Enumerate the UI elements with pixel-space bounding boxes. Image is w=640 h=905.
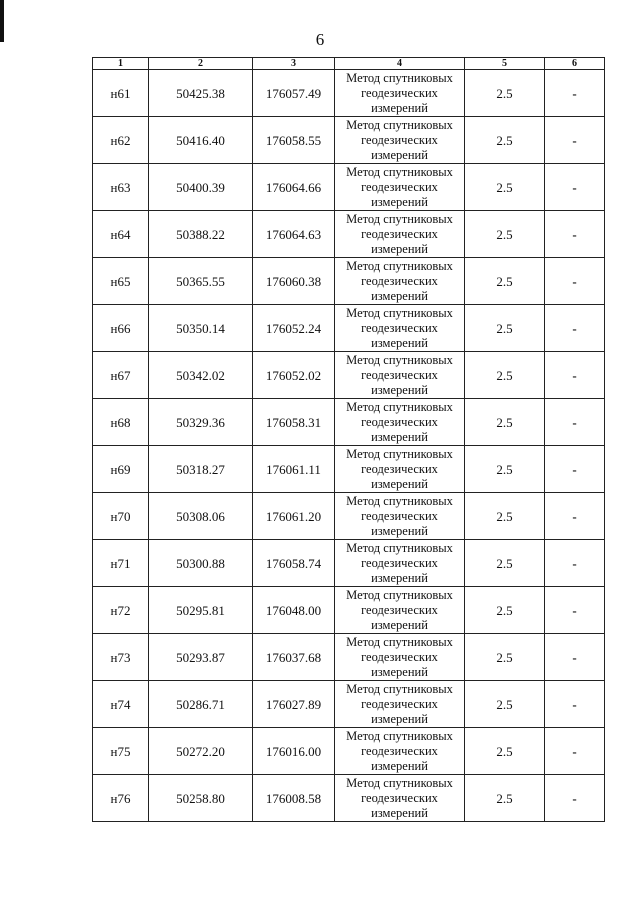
point-cell: н75	[93, 728, 149, 775]
method-cell: Метод спутниковых геодезических измерений	[335, 587, 465, 634]
x-coordinate-cell: 50272.20	[149, 728, 253, 775]
y-coordinate-cell: 176058.31	[253, 399, 335, 446]
y-coordinate-cell: 176064.63	[253, 211, 335, 258]
accuracy-cell: 2.5	[465, 352, 545, 399]
note-cell: -	[545, 399, 605, 446]
note-cell: -	[545, 446, 605, 493]
x-coordinate-cell: 50416.40	[149, 117, 253, 164]
accuracy-cell: 2.5	[465, 681, 545, 728]
table-row	[93, 70, 605, 117]
x-coordinate-cell: 50318.27	[149, 446, 253, 493]
method-cell: Метод спутниковых геодезических измерений	[335, 446, 465, 493]
x-coordinate-cell: 50342.02	[149, 352, 253, 399]
table-row	[93, 305, 605, 352]
table-row	[93, 775, 605, 822]
method-cell: Метод спутниковых геодезических измерений	[335, 258, 465, 305]
point-cell: н73	[93, 634, 149, 681]
note-cell: -	[545, 681, 605, 728]
table-row	[93, 681, 605, 728]
method-cell: Метод спутниковых геодезических измерений	[335, 540, 465, 587]
table-row	[93, 728, 605, 775]
table-row	[93, 164, 605, 211]
table-header-row	[93, 58, 605, 70]
column-header: 1	[93, 58, 149, 70]
column-header: 3	[253, 58, 335, 70]
note-cell: -	[545, 775, 605, 822]
note-cell: -	[545, 540, 605, 587]
x-coordinate-cell: 50300.88	[149, 540, 253, 587]
accuracy-cell: 2.5	[465, 305, 545, 352]
table-row	[93, 258, 605, 305]
point-cell: н62	[93, 117, 149, 164]
accuracy-cell: 2.5	[465, 399, 545, 446]
accuracy-cell: 2.5	[465, 258, 545, 305]
table-row	[93, 352, 605, 399]
x-coordinate-cell: 50350.14	[149, 305, 253, 352]
x-coordinate-cell: 50286.71	[149, 681, 253, 728]
x-coordinate-cell: 50308.06	[149, 493, 253, 540]
accuracy-cell: 2.5	[465, 634, 545, 681]
table-row	[93, 211, 605, 258]
coordinates-table	[92, 57, 605, 822]
x-coordinate-cell: 50365.55	[149, 258, 253, 305]
accuracy-cell: 2.5	[465, 117, 545, 164]
method-cell: Метод спутниковых геодезических измерений	[335, 352, 465, 399]
y-coordinate-cell: 176058.55	[253, 117, 335, 164]
method-cell: Метод спутниковых геодезических измерений	[335, 775, 465, 822]
point-cell: н72	[93, 587, 149, 634]
y-coordinate-cell: 176037.68	[253, 634, 335, 681]
column-header: 2	[149, 58, 253, 70]
method-cell: Метод спутниковых геодезических измерений	[335, 634, 465, 681]
accuracy-cell: 2.5	[465, 587, 545, 634]
x-coordinate-cell: 50388.22	[149, 211, 253, 258]
table-row	[93, 540, 605, 587]
note-cell: -	[545, 352, 605, 399]
point-cell: н65	[93, 258, 149, 305]
x-coordinate-cell: 50425.38	[149, 70, 253, 117]
point-cell: н67	[93, 352, 149, 399]
method-cell: Метод спутниковых геодезических измерений	[335, 211, 465, 258]
table-row	[93, 587, 605, 634]
x-coordinate-cell: 50400.39	[149, 164, 253, 211]
y-coordinate-cell: 176052.24	[253, 305, 335, 352]
y-coordinate-cell: 176052.02	[253, 352, 335, 399]
point-cell: н74	[93, 681, 149, 728]
accuracy-cell: 2.5	[465, 211, 545, 258]
point-cell: н64	[93, 211, 149, 258]
point-cell: н76	[93, 775, 149, 822]
accuracy-cell: 2.5	[465, 446, 545, 493]
note-cell: -	[545, 493, 605, 540]
accuracy-cell: 2.5	[465, 164, 545, 211]
table-row	[93, 117, 605, 164]
note-cell: -	[545, 728, 605, 775]
point-cell: н68	[93, 399, 149, 446]
note-cell: -	[545, 211, 605, 258]
x-coordinate-cell: 50293.87	[149, 634, 253, 681]
accuracy-cell: 2.5	[465, 728, 545, 775]
accuracy-cell: 2.5	[465, 70, 545, 117]
note-cell: -	[545, 587, 605, 634]
method-cell: Метод спутниковых геодезических измерений	[335, 399, 465, 446]
y-coordinate-cell: 176058.74	[253, 540, 335, 587]
page-number: 6	[315, 30, 325, 49]
method-cell: Метод спутниковых геодезических измерений	[335, 164, 465, 211]
y-coordinate-cell: 176061.11	[253, 446, 335, 493]
table-row	[93, 634, 605, 681]
method-cell: Метод спутниковых геодезических измерений	[335, 305, 465, 352]
y-coordinate-cell: 176061.20	[253, 493, 335, 540]
column-header: 5	[465, 58, 545, 70]
accuracy-cell: 2.5	[465, 493, 545, 540]
method-cell: Метод спутниковых геодезических измерений	[335, 493, 465, 540]
note-cell: -	[545, 634, 605, 681]
point-cell: н69	[93, 446, 149, 493]
note-cell: -	[545, 305, 605, 352]
column-header: 6	[545, 58, 605, 70]
note-cell: -	[545, 70, 605, 117]
note-cell: -	[545, 117, 605, 164]
point-cell: н63	[93, 164, 149, 211]
y-coordinate-cell: 176064.66	[253, 164, 335, 211]
method-cell: Метод спутниковых геодезических измерений	[335, 681, 465, 728]
method-cell: Метод спутниковых геодезических измерений	[335, 117, 465, 164]
table-row	[93, 399, 605, 446]
table-row	[93, 493, 605, 540]
y-coordinate-cell: 176057.49	[253, 70, 335, 117]
y-coordinate-cell: 176008.58	[253, 775, 335, 822]
table-row	[93, 446, 605, 493]
x-coordinate-cell: 50258.80	[149, 775, 253, 822]
method-cell: Метод спутниковых геодезических измерений	[335, 728, 465, 775]
point-cell: н71	[93, 540, 149, 587]
point-cell: н66	[93, 305, 149, 352]
accuracy-cell: 2.5	[465, 540, 545, 587]
y-coordinate-cell: 176060.38	[253, 258, 335, 305]
note-cell: -	[545, 164, 605, 211]
x-coordinate-cell: 50295.81	[149, 587, 253, 634]
point-cell: н70	[93, 493, 149, 540]
note-cell: -	[545, 258, 605, 305]
method-cell: Метод спутниковых геодезических измерений	[335, 70, 465, 117]
y-coordinate-cell: 176016.00	[253, 728, 335, 775]
accuracy-cell: 2.5	[465, 775, 545, 822]
x-coordinate-cell: 50329.36	[149, 399, 253, 446]
point-cell: н61	[93, 70, 149, 117]
y-coordinate-cell: 176027.89	[253, 681, 335, 728]
column-header: 4	[335, 58, 465, 70]
y-coordinate-cell: 176048.00	[253, 587, 335, 634]
